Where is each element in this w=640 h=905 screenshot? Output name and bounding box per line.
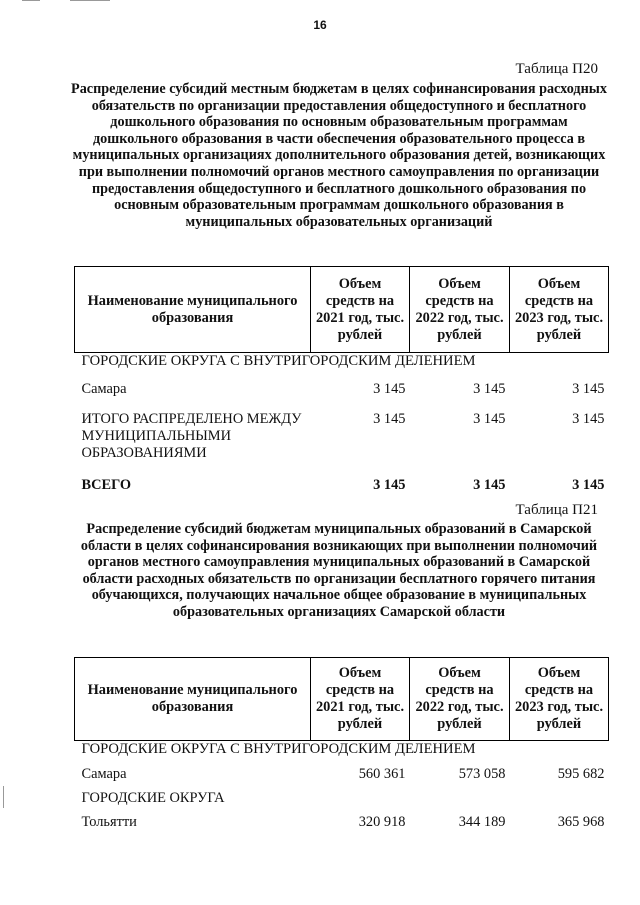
table-row — [75, 741, 609, 761]
section-heading: ГОРОДСКИЕ ОКРУГА С ВНУТРИГОРОДСКИМ ДЕЛЕНИЕМ — [81, 353, 476, 369]
page-number: 16 — [313, 18, 327, 32]
value-2021: 3 145 — [373, 410, 406, 427]
scan-artifact — [3, 786, 4, 808]
column-header: Объем средств на 2023 год, тыс. рублей — [510, 267, 609, 353]
value-2023: 3 145 — [572, 477, 605, 493]
municipality-name: Самара — [81, 381, 127, 397]
value-2022: 344 189 — [458, 814, 506, 830]
column-header: Объем средств на 2021 год, тыс. рублей — [311, 267, 410, 353]
value-2023: 595 682 — [557, 766, 605, 782]
column-header: Объем средств на 2022 год, тыс. рублей — [410, 267, 510, 353]
municipality-name: Самара — [81, 766, 127, 782]
table-row — [75, 475, 609, 497]
table-row — [75, 809, 609, 837]
section-heading: ГОРОДСКИЕ ОКРУГА — [81, 790, 225, 806]
value-2021: 3 145 — [373, 477, 406, 493]
section-heading: ГОРОДСКИЕ ОКРУГА С ВНУТРИГОРОДСКИМ ДЕЛЕНИЕМ — [81, 741, 476, 757]
table-row — [75, 353, 609, 375]
value-2023: 3 145 — [572, 381, 605, 397]
table-row — [75, 789, 609, 809]
subsidy-table-p20 — [74, 266, 609, 497]
value-2021: 560 361 — [358, 766, 406, 782]
value-2022: 3 145 — [473, 381, 506, 397]
column-header: Объем средств на 2023 год, тыс. рублей — [510, 658, 609, 741]
column-header: Наименование муниципального образования — [75, 267, 311, 353]
table-label: Таблица П21 — [515, 502, 598, 518]
value-2023: 3 145 — [572, 410, 605, 427]
municipality-name: Тольятти — [81, 814, 137, 830]
table-title: Распределение субсидий бюджетам муниципальных образований в Самарской области в целях софинансирования возникающих при выполнении полномочий органов местного самоуправления муниципальных образований в Самарской области расходных обязательств по организации бесплатного горячего питания обучающихся, получающих начальное общее образование в муниципальных образовательных организациях Самарской области — [80, 521, 598, 620]
value-2022: 3 145 — [473, 477, 506, 493]
value-2021: 3 145 — [373, 381, 406, 397]
value-2022: 3 145 — [473, 410, 506, 427]
municipality-name: ИТОГО РАСПРЕДЕЛЕНО МЕЖДУ МУНИЦИПАЛЬНЫМИ ОБРАЗОВАНИЯМИ — [81, 410, 302, 461]
table-title: Распределение субсидий местным бюджетам в целях софинансирования расходных обязательств по организации предоставления общедоступного и бесплатного дошкольного образования по основным образовательным программам дошкольного образования в части обеспечения образовательного процесса в муниципальных организациях дополнительного образования детей, возникающих при выполнении полномочий органов местного самоуправления по организации предоставления общедоступного и бесплатного дошкольного образования по основным образовательным программам дошкольного образования в муниципальных образовательных организаций — [71, 81, 607, 230]
table-header-row — [75, 267, 609, 353]
table-label: Таблица П20 — [515, 61, 598, 77]
value-2023: 365 968 — [557, 814, 605, 830]
subsidy-table-p21 — [74, 657, 609, 837]
table-row — [75, 761, 609, 789]
scan-artifact — [70, 0, 110, 1]
table-row — [75, 375, 609, 405]
value-2022: 573 058 — [458, 766, 506, 782]
value-2021: 320 918 — [358, 814, 406, 830]
column-header: Объем средств на 2022 год, тыс. рублей — [410, 658, 510, 741]
scan-artifact — [22, 0, 40, 1]
municipality-name: ВСЕГО — [81, 477, 132, 493]
column-header: Наименование муниципального образования — [75, 658, 311, 741]
table-row — [75, 405, 609, 475]
table-header-row — [75, 658, 609, 741]
column-header: Объем средств на 2021 год, тыс. рублей — [311, 658, 410, 741]
